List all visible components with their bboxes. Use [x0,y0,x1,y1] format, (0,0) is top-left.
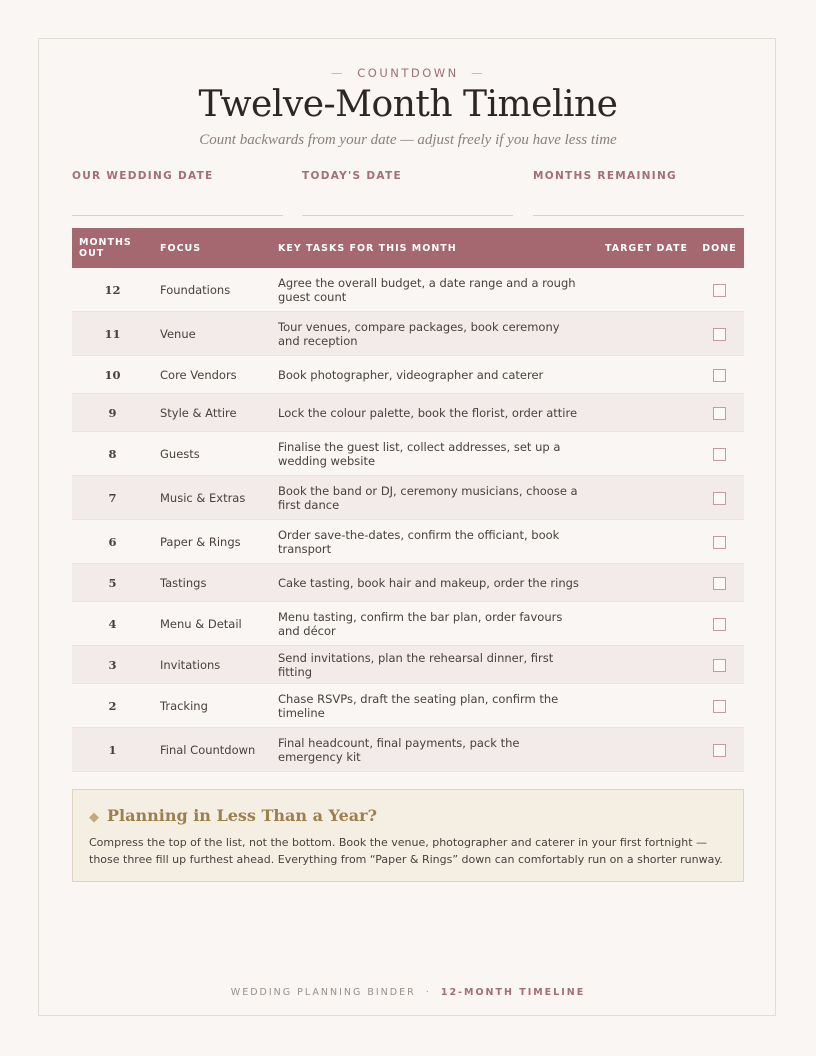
header-target-date: TARGET DATE [598,228,695,268]
done-checkbox[interactable] [713,328,726,341]
table-row [72,312,744,356]
target-date-cell[interactable] [598,684,695,728]
done-checkbox[interactable] [713,700,726,713]
done-cell [695,268,744,312]
table-row [72,394,744,432]
table-header-row [72,228,744,268]
wedding-date-label: OUR WEDDING DATE [72,170,214,182]
focus-cell: Venue [153,312,278,356]
done-cell [695,356,744,394]
footer [0,987,816,998]
done-checkbox[interactable] [713,369,726,382]
month-number: 3 [72,646,153,684]
target-date-cell[interactable] [598,602,695,646]
footer-right: 12-MONTH TIMELINE [440,987,586,998]
done-checkbox[interactable] [713,577,726,590]
done-checkbox[interactable] [713,448,726,461]
eyebrow-dash-left: — [330,66,345,80]
tasks-cell: Book the band or DJ, ceremony musicians, choose a first dance [278,476,598,520]
tasks-cell: Agree the overall budget, a date range and a rough guest count [278,268,598,312]
table-row [72,520,744,564]
table-row [72,602,744,646]
month-number: 8 [72,432,153,476]
month-number: 10 [72,356,153,394]
months-remaining-label: MONTHS REMAINING [533,170,677,182]
table-row [72,476,744,520]
month-number: 1 [72,728,153,772]
target-date-cell[interactable] [598,520,695,564]
tasks-cell: Finalise the guest list, collect addresses, set up a wedding website [278,432,598,476]
tasks-cell: Order save-the-dates, confirm the officiant, book transport [278,520,598,564]
month-number: 6 [72,520,153,564]
focus-cell: Final Countdown [153,728,278,772]
focus-cell: Tastings [153,564,278,602]
page-subtitle: Count backwards from your date — adjust freely if you have less time [199,132,617,148]
done-cell [695,684,744,728]
footer-separator: · [425,987,431,998]
wedding-date-line [72,215,283,216]
table-row [72,684,744,728]
tasks-cell: Final headcount, final payments, pack the emergency kit [278,728,598,772]
focus-cell: Style & Attire [153,394,278,432]
month-number: 9 [72,394,153,432]
focus-cell: Paper & Rings [153,520,278,564]
months-remaining-field[interactable] [533,170,744,182]
month-number: 2 [72,684,153,728]
done-cell [695,564,744,602]
table-row [72,728,744,772]
todays-date-label: TODAY'S DATE [302,170,402,182]
tasks-cell: Send invitations, plan the rehearsal dinner, first fitting [278,646,598,684]
callout-title [89,806,377,825]
focus-cell: Core Vendors [153,356,278,394]
month-number: 12 [72,268,153,312]
month-number: 7 [72,476,153,520]
eyebrow-dash-right: — [471,66,486,80]
target-date-cell[interactable] [598,268,695,312]
header-tasks: KEY TASKS FOR THIS MONTH [278,228,598,268]
done-checkbox[interactable] [713,618,726,631]
done-checkbox[interactable] [713,536,726,549]
done-checkbox[interactable] [713,407,726,420]
table-row [72,564,744,602]
target-date-cell[interactable] [598,476,695,520]
footer-left: WEDDING PLANNING BINDER [230,987,416,998]
todays-date-line [302,215,513,216]
done-cell [695,394,744,432]
target-date-cell[interactable] [598,432,695,476]
done-checkbox[interactable] [713,744,726,757]
todays-date-field[interactable] [302,170,513,182]
focus-cell: Guests [153,432,278,476]
done-cell [695,602,744,646]
focus-cell: Invitations [153,646,278,684]
target-date-cell[interactable] [598,728,695,772]
header-focus: FOCUS [153,228,278,268]
tasks-cell: Tour venues, compare packages, book ceremony and reception [278,312,598,356]
target-date-cell[interactable] [598,564,695,602]
month-number: 4 [72,602,153,646]
eyebrow [0,66,816,80]
focus-cell: Menu & Detail [153,602,278,646]
callout-box [72,789,744,882]
target-date-cell[interactable] [598,394,695,432]
done-cell [695,520,744,564]
callout-body: Compress the top of the list, not the bottom. Book the venue, photographer and caterer in your first fortnight — those three fill up furthest ahead. Everything from “Paper & Rings” down can comfortably run on a shorter runway. [89,836,723,866]
target-date-cell[interactable] [598,356,695,394]
month-number: 5 [72,564,153,602]
tasks-cell: Menu tasting, confirm the bar plan, order favours and décor [278,602,598,646]
focus-cell: Tracking [153,684,278,728]
months-remaining-line [533,215,744,216]
table-row [72,356,744,394]
target-date-cell[interactable] [598,312,695,356]
tasks-cell: Lock the colour palette, book the florist, order attire [278,394,598,432]
table-row [72,646,744,684]
eyebrow-text: COUNTDOWN [357,66,459,80]
focus-cell: Music & Extras [153,476,278,520]
callout-title-text: Planning in Less Than a Year? [107,806,377,825]
tasks-cell: Book photographer, videographer and caterer [278,356,598,394]
header-months-out: MONTHS OUT [72,228,153,268]
focus-cell: Foundations [153,268,278,312]
table-row [72,268,744,312]
done-cell [695,312,744,356]
done-cell [695,476,744,520]
table-row [72,432,744,476]
target-date-cell[interactable] [598,646,695,684]
tasks-cell: Cake tasting, book hair and makeup, order the rings [278,564,598,602]
done-checkbox[interactable] [713,659,726,672]
done-cell [695,646,744,684]
done-checkbox[interactable] [713,492,726,505]
timeline-table [72,228,744,772]
month-number: 11 [72,312,153,356]
wedding-date-field[interactable] [72,170,283,182]
tasks-cell: Chase RSVPs, draft the seating plan, confirm the timeline [278,684,598,728]
diamond-icon: ◆ [89,810,99,825]
page-title: Twelve-Month Timeline [198,84,618,125]
done-cell [695,432,744,476]
done-cell [695,728,744,772]
header-done: DONE [695,228,744,268]
done-checkbox[interactable] [713,284,726,297]
